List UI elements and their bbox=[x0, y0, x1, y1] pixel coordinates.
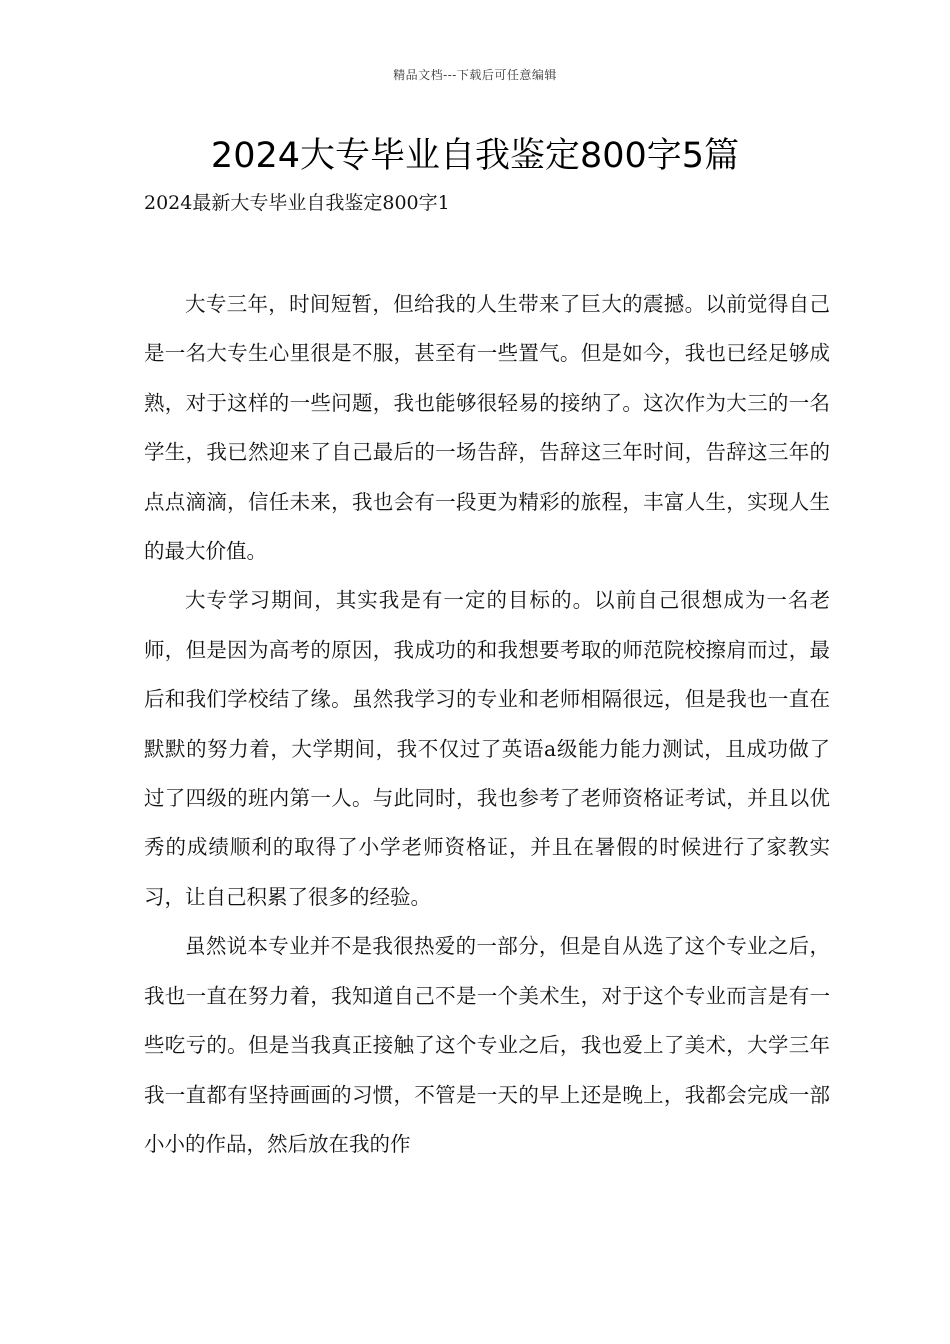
document-title: 2024大专毕业自我鉴定800字5篇 bbox=[210, 136, 740, 176]
section-subtitle: 2024最新大专毕业自我鉴定800字1 bbox=[144, 192, 450, 214]
paragraph: 大专三年，时间短暂，但给我的人生带来了巨大的震撼。以前觉得自己是一名大专生心里很是不服，甚至有一些置气。但是如今，我也已经足够成熟，对于这样的一些问题，我也能够很轻易的接纳了。这次作为大三的一名学生，我已然迎来了自己最后的一场告辞，告辞这三年时间，告辞这三年的点点滴滴，信任未来，我也会有一段更为精彩的旅程，丰富人生，实现人生的最大价值。 bbox=[144, 292, 830, 564]
header-note: 精品文档---下载后可任意编辑 bbox=[393, 68, 557, 82]
body-text bbox=[144, 280, 830, 1169]
paragraph: 虽然说本专业并不是我很热爱的一部分，但是自从选了这个专业之后，我也一直在努力着，我知道自己不是一个美术生，对于这个专业而言是有一些吃亏的。但是当我真正接触了这个专业之后，我也爱上了美术，大学三年我一直都有坚持画画的习惯，不管是一天的早上还是晚上，我都会完成一部小小的作品，然后放在我的作 bbox=[144, 934, 830, 1156]
paragraph: 大专学习期间，其实我是有一定的目标的。以前自己很想成为一名老师，但是因为高考的原因，我成功的和我想要考取的师范院校擦肩而过，最后和我们学校结了缘。虽然我学习的专业和老师相隔很远，但是我也一直在默默的努力着，大学期间，我不仅过了英语a级能力能力测试，且成功做了过了四级的班内第一人。与此同时，我也参考了老师资格证考试，并且以优秀的成绩顺利的取得了小学老师资格证，并且在暑假的时候进行了家教实习，让自己积累了很多的经验。 bbox=[144, 588, 830, 909]
